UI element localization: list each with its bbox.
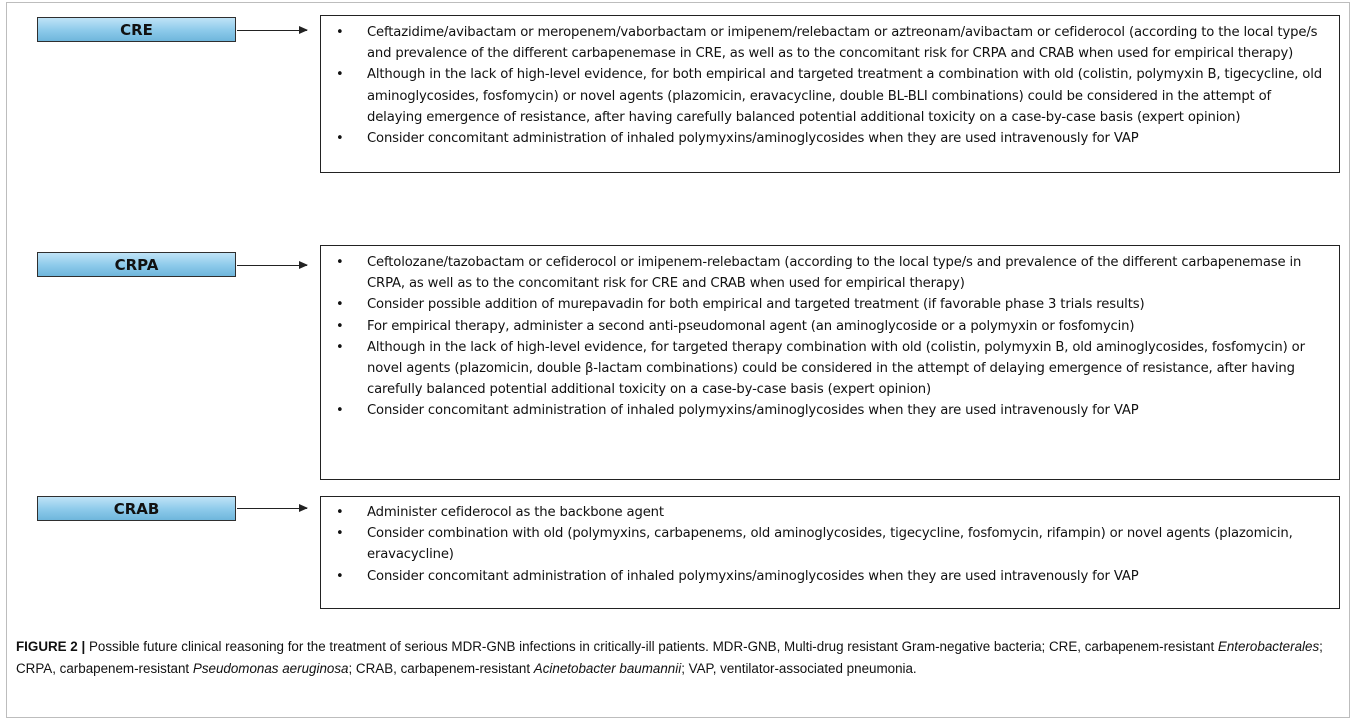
caption-organism: Enterobacterales xyxy=(1217,639,1320,654)
arrow-crab xyxy=(237,508,307,509)
list-item: • Consider combination with old (polymyxins, carbapenems, old aminoglycosides, tigecycline, fosfomycin, rifampin) or novel agents (plazomicin, eravacycline) xyxy=(321,523,1339,565)
caption-text: ; CRAB, carbapenem-resistant xyxy=(348,660,534,676)
category-cre-label: CRE xyxy=(37,17,236,42)
recommendation-box-crpa xyxy=(320,245,1340,480)
caption-text: ; CRPA, carbapenem-resistant xyxy=(16,639,1323,676)
list-item: • Although in the lack of high-level evidence, for both empirical and targeted treatment a combination with old (colistin, polymyxin B, tigecycline, old aminoglycosides, fosfomycin) or novel agents (plazomicin, eravacycline, double BL-BLI combinations) could be considered in the attempt of delaying emergence of resistance, after having carefully balanced potential additional toxicity on a case-by-case basis (expert opinion) xyxy=(321,64,1339,128)
figure-title: Possible future clinical reasoning for the treatment of serious MDR-GNB infections in critically-ill patients. xyxy=(85,639,709,654)
caption-text: MDR-GNB, Multi-drug resistant Gram-negative bacteria; CRE, carbapenem-resistant xyxy=(708,639,1218,654)
list-item: • Administer cefiderocol as the backbone agent xyxy=(321,502,1339,523)
figure-caption xyxy=(16,636,1344,679)
figure-label: FIGURE 2 | xyxy=(16,639,86,654)
recommendation-box-cre xyxy=(320,15,1340,173)
list-item: • Although in the lack of high-level evidence, for targeted therapy combination with old (colistin, polymyxin B, old aminoglycosides, fosfomycin) or novel agents (plazomicin, double β-lactam combinations) could be considered in the attempt of delaying emergence of resistance, after having carefully balanced potential additional toxicity on a case-by-case basis (expert opinion) xyxy=(321,337,1339,401)
list-item: • Consider concomitant administration of inhaled polymyxins/aminoglycosides when they are used intravenously for VAP xyxy=(321,566,1339,587)
list-item: • Consider possible addition of murepavadin for both empirical and targeted treatment (if favorable phase 3 trials results) xyxy=(321,294,1339,315)
category-crab-label: CRAB xyxy=(37,496,236,521)
caption-organism: Pseudomonas aeruginosa xyxy=(192,660,349,676)
list-item: • Consider concomitant administration of inhaled polymyxins/aminoglycosides when they are used intravenously for VAP xyxy=(321,128,1339,149)
list-item: • For empirical therapy, administer a second anti-pseudomonal agent (an aminoglycoside or a polymyxin or fosfomycin) xyxy=(321,316,1339,337)
list-item: • Ceftolozane/tazobactam or cefiderocol or imipenem-relebactam (according to the local type/s and prevalence of the different carbapenemase in CRPA, as well as to the concomitant risk for CRE and CRAB when used for empirical therapy) xyxy=(321,252,1339,294)
caption-organism: Acinetobacter baumannii xyxy=(533,660,682,676)
list-item: • Ceftazidime/avibactam or meropenem/vaborbactam or imipenem/relebactam or aztreonam/avibactam or cefiderocol (according to the local type/s and prevalence of the different carbapenemase in CRE, as well as to the concomitant risk for CRPA and CRAB when used for empirical therapy) xyxy=(321,22,1339,64)
category-crpa-label: CRPA xyxy=(37,252,236,277)
arrow-crpa xyxy=(237,265,307,266)
arrow-cre xyxy=(237,30,307,31)
caption-text: ; VAP, ventilator-associated pneumonia. xyxy=(681,660,917,676)
recommendation-box-crab xyxy=(320,496,1340,609)
list-item: • Consider concomitant administration of inhaled polymyxins/aminoglycosides when they are used intravenously for VAP xyxy=(321,400,1339,421)
